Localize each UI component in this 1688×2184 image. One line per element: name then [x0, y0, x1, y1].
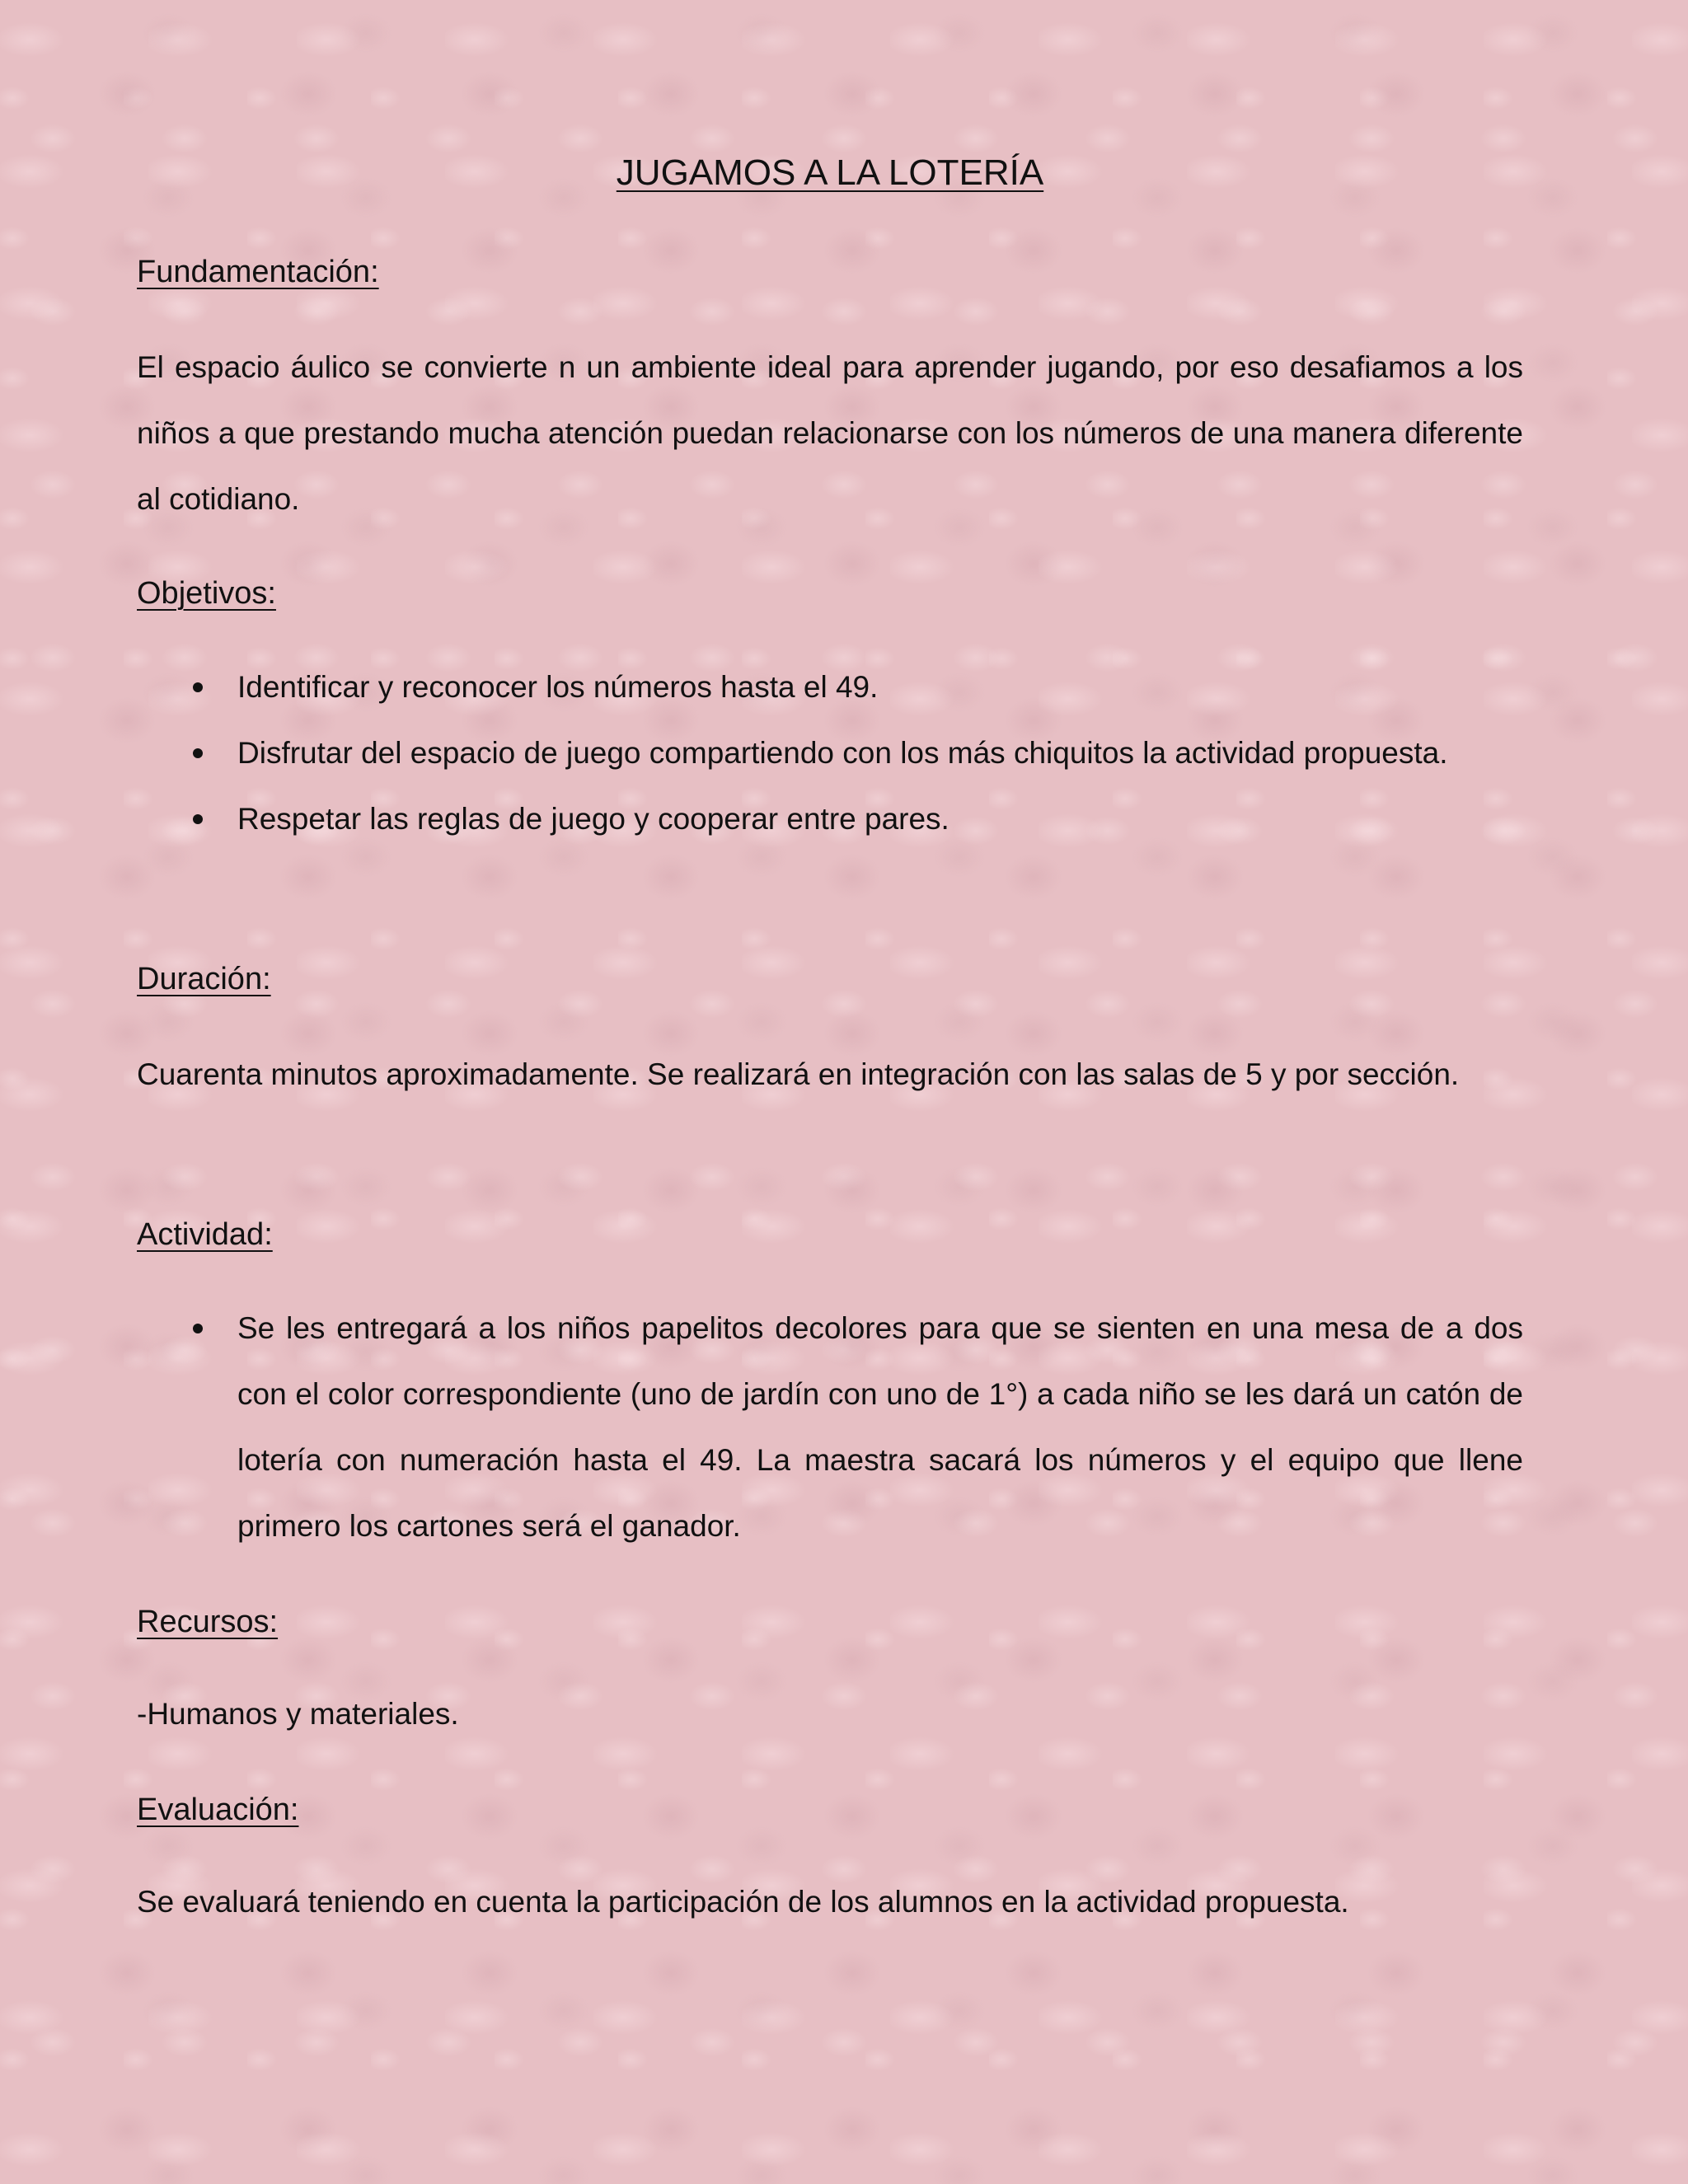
- heading-recursos: Recursos:: [137, 1605, 279, 1639]
- list-item-text: Se les entregará a los niños papelitos decolores para que se sienten en una mesa de a dos con el color correspondiente (uno de jardín con uno de 1°) a cada niño se les dará un catón de lotería con numeración hasta el 49. La maestra sacará los números y el equipo que llene primero los cartones será el ganador.: [237, 1311, 1523, 1543]
- heading-fundamentacion: Fundamentación:: [137, 255, 379, 289]
- bullet-icon: [193, 748, 203, 758]
- bullet-icon: [193, 814, 203, 824]
- document-title: [137, 150, 1523, 196]
- heading-objetivos: Objetivos:: [137, 576, 276, 611]
- list-item-text: Respetar las reglas de juego y cooperar entre pares.: [237, 802, 950, 836]
- list-item-text: Disfrutar del espacio de juego compartiendo con los más chiquitos la actividad propuesta.: [237, 736, 1448, 770]
- bullet-icon: [193, 682, 203, 692]
- paragraph-duracion: Cuarenta minutos aproximadamente. Se realizará en integración con las salas de 5 y por sección.: [137, 1057, 1460, 1091]
- list-actividad: [137, 1296, 1523, 1559]
- list-item-objetivo-2: [137, 720, 1523, 786]
- document-title-text: JUGAMOS A LA LOTERÍA: [616, 152, 1044, 193]
- paragraph-recursos: -Humanos y materiales.: [137, 1697, 459, 1731]
- heading-duracion: Duración:: [137, 962, 271, 996]
- list-item-actividad-1: [137, 1296, 1523, 1559]
- paragraph-fundamentacion: El espacio áulico se convierte n un ambiente ideal para aprender jugando, por eso desafiamos a los niños a que prestando mucha atención puedan relacionarse con los números de una manera diferente al cotidiano.: [137, 350, 1523, 516]
- list-objetivos: [137, 654, 1523, 852]
- heading-evaluacion: Evaluación:: [137, 1793, 299, 1827]
- list-item-objetivo-1: [137, 654, 1523, 720]
- heading-actividad: Actividad:: [137, 1217, 273, 1252]
- bullet-icon: [193, 1324, 203, 1333]
- list-item-text: Identificar y reconocer los números hasta el 49.: [237, 670, 879, 704]
- list-item-objetivo-3: [137, 786, 1523, 852]
- paragraph-evaluacion: Se evaluará teniendo en cuenta la participación de los alumnos en la actividad propuesta.: [137, 1885, 1349, 1919]
